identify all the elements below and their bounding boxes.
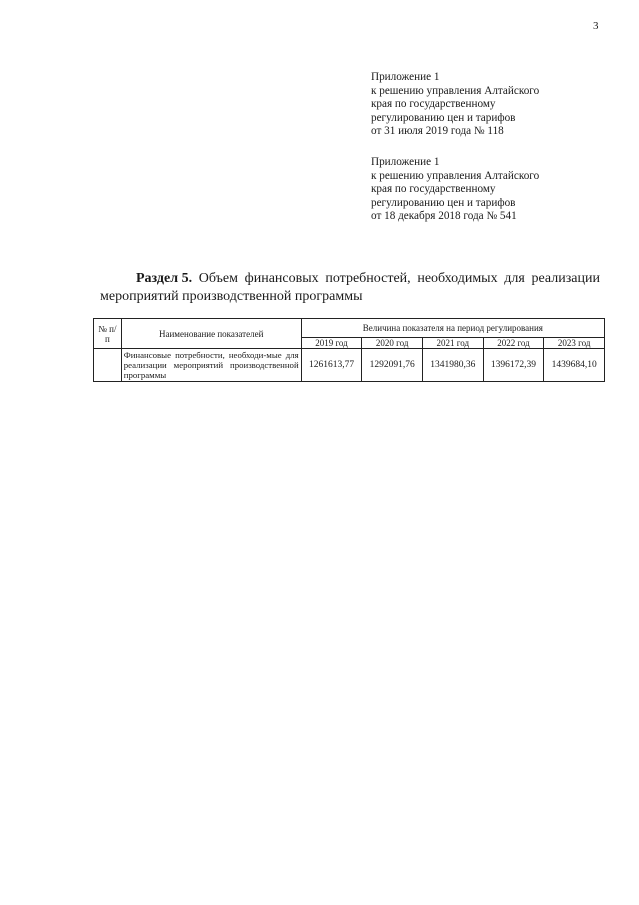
row-value: 1292091,76 [362,349,423,382]
appendix-line: края по государственному [371,98,496,111]
appendix-line: регулированию цен и тарифов [371,196,516,209]
section-word: финансовых [244,271,319,286]
row-value: 1396172,39 [483,349,544,382]
header-period: Величина показателя на период регулирования [301,319,604,338]
appendix-line: Приложение 1 [371,156,440,168]
row-name: Финансовые потребности, необходи-мые для реализации мероприятий производственной программы [121,349,301,382]
row-num [94,349,122,382]
row-value: 1439684,10 [544,349,605,382]
section-word: необходимых [417,271,498,286]
header-year: 2023 год [544,338,605,349]
header-year: 2021 год [422,338,483,349]
header-num: № п/п [94,319,122,349]
appendix-line: регулированию цен и тарифов [371,111,516,124]
appendix-line: Приложение 1 [371,71,440,83]
table-header-row [94,319,605,338]
section-heading-row [100,270,600,288]
header-name: Наименование показателей [121,319,301,349]
section-label: Раздел 5. [136,271,193,286]
header-year: 2022 год [483,338,544,349]
row-value: 1261613,77 [301,349,362,382]
section-word: Объем [198,271,238,286]
financial-needs-table [93,318,605,382]
page-number: 3 [593,20,599,32]
section-word: реализации [531,271,600,286]
row-value: 1341980,36 [422,349,483,382]
section-heading-continuation: мероприятий производственной программы [100,289,363,304]
appendix-line: к решению управления Алтайского [371,169,540,182]
appendix-line: от 18 декабря 2018 года № 541 [371,210,517,223]
header-year: 2019 год [301,338,362,349]
appendix-block-original [371,156,611,224]
section-word: для [504,271,525,286]
section-word: потребностей, [325,271,411,286]
appendix-block-current [371,71,611,139]
appendix-line: края по государственному [371,183,496,196]
appendix-line: к решению управления Алтайского [371,84,540,97]
table-row [94,349,605,382]
section-heading [100,270,600,306]
header-year: 2020 год [362,338,423,349]
appendix-line: от 31 июля 2019 года № 118 [371,125,504,138]
